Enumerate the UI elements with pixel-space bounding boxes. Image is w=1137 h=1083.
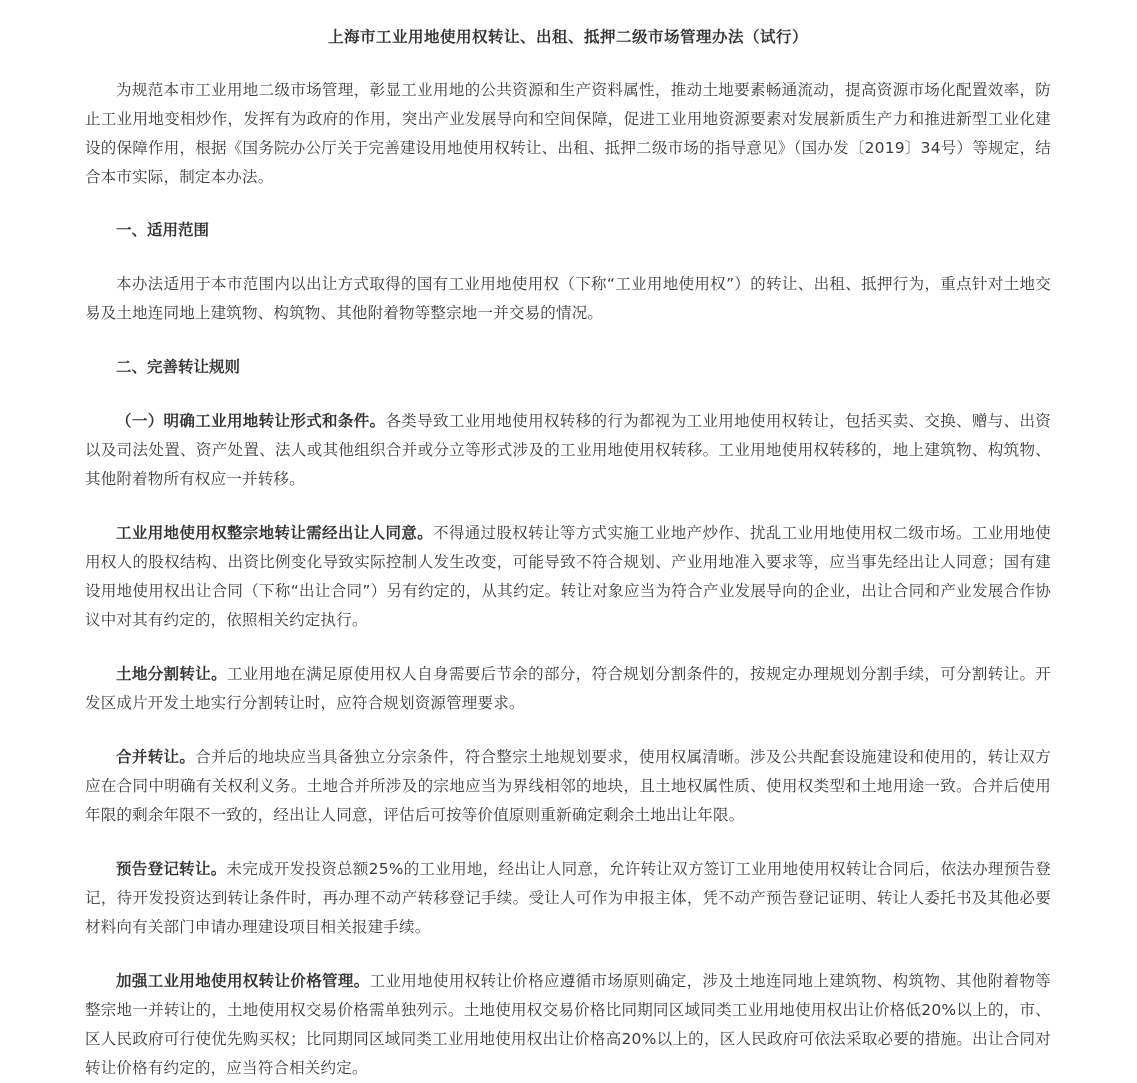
intro-paragraph: 为规范本市工业用地二级市场管理，彰显工业用地的公共资源和生产资料属性，推动土地要素畅通流动，提高资源市场化配置效率，防止工业用地变相炒作，发挥有为政府的作用，突出产业发展导向和空间保障，促进工业用地资源要素对发展新质生产力和推进新型工业化建设的保障作用，根据《国务院办公厅关于完善建设用地使用权转让、出租、抵押二级市场的指导意见》（国办发〔2019〕34号）等规定，结合本市实际，制定本办法。 <box>85 81 1051 186</box>
rule-lead: （一）明确工业用地转让形式和条件。 <box>116 412 386 430</box>
rule-lead: 工业用地使用权整宗地转让需经出让人同意。 <box>116 524 433 542</box>
rule-paragraph-transfer-form <box>85 407 1051 494</box>
rule-body: 不得通过股权转让等方式实施工业地产炒作、扰乱工业用地使用权二级市场。工业用地使用权人的股权结构、出资比例变化导致实际控制人发生改变，可能导致不符合规划、产业用地准入要求等，应当事先经出让人同意；国有建设用地使用权出让合同（下称“出让合同”）另有约定的，从其约定。转让对象应当为符合产业发展导向的企业，出让合同和产业发展合作协议中对其有约定的，依照相关约定执行。 <box>85 524 1051 629</box>
rule-body: 各类导致工业用地使用权转移的行为都视为工业用地使用权转让，包括买卖、交换、赠与、出资以及司法处置、资产处置、法人或其他组织合并或分立等形式涉及的工业用地使用权转移。工业用地使用权转移的，地上建筑物、构筑物、其他附着物所有权应一并转移。 <box>85 412 1051 488</box>
rule-body: 合并后的地块应当具备独立分宗条件，符合整宗土地规划要求，使用权属清晰。涉及公共配套设施建设和使用的，转让双方应在合同中明确有关权利义务。土地合并所涉及的宗地应当为界线相邻的地块，且土地权属性质、使用权类型和土地用途一致。合并后使用年限的剩余年限不一致的，经出让人同意，评估后可按等价值原则重新确定剩余土地出让年限。 <box>85 748 1051 824</box>
rule-paragraph-whole-parcel-consent <box>85 519 1051 635</box>
section-heading-transfer-rules: 二、完善转让规则 <box>116 358 241 376</box>
rule-body: 工业用地使用权转让价格应遵循市场原则确定，涉及土地连同地上建筑物、构筑物、其他附着物等整宗地一并转让的，土地使用权交易价格需单独列示。土地使用权交易价格比同期同区域同类工业用地使用权出让价格低20%以上的，市、区人民政府可行使优先购买权；比同期同区域同类工业用地使用权出让价格高20%以上的，区人民政府可依法采取必要的措施。出让合同对转让价格有约定的，应当符合相关约定。 <box>85 972 1052 1077</box>
rule-lead: 土地分割转让。 <box>116 665 227 683</box>
rule-body: 工业用地在满足原使用权人自身需要后节余的部分，符合规划分割条件的，按规定办理规划分割手续，可分割转让。开发区成片开发土地实行分割转让时，应符合规划资源管理要求。 <box>85 665 1051 712</box>
rule-body: 未完成开发投资总额25%的工业用地，经出让人同意，允许转让双方签订工业用地使用权转让合同后，依法办理预告登记，待开发投资达到转让条件时，再办理不动产转移登记手续。受让人可作为申报主体，凭不动产预告登记证明、转让人委托书及其他必要材料向有关部门申请办理建设项目相关报建手续。 <box>85 860 1051 936</box>
rule-lead: 预告登记转让。 <box>116 860 227 878</box>
section-heading-scope: 一、适用范围 <box>116 221 210 239</box>
document-title: 上海市工业用地使用权转让、出租、抵押二级市场管理办法（试行） <box>327 28 808 46</box>
scope-paragraph: 本办法适用于本市范围内以出让方式取得的国有工业用地使用权（下称“工业用地使用权”）的转让、出租、抵押行为，重点针对土地交易及土地连同地上建筑物、构筑物、其他附着物等整宗地一并交易的情况。 <box>85 275 1051 322</box>
rule-lead: 加强工业用地使用权转让价格管理。 <box>116 972 370 990</box>
rule-lead: 合并转让。 <box>116 748 196 766</box>
rule-paragraph-price-management <box>85 967 1051 1083</box>
rule-paragraph-merge-transfer <box>85 743 1051 830</box>
rule-paragraph-split-transfer <box>85 660 1051 718</box>
rule-paragraph-advance-registration <box>85 855 1051 942</box>
